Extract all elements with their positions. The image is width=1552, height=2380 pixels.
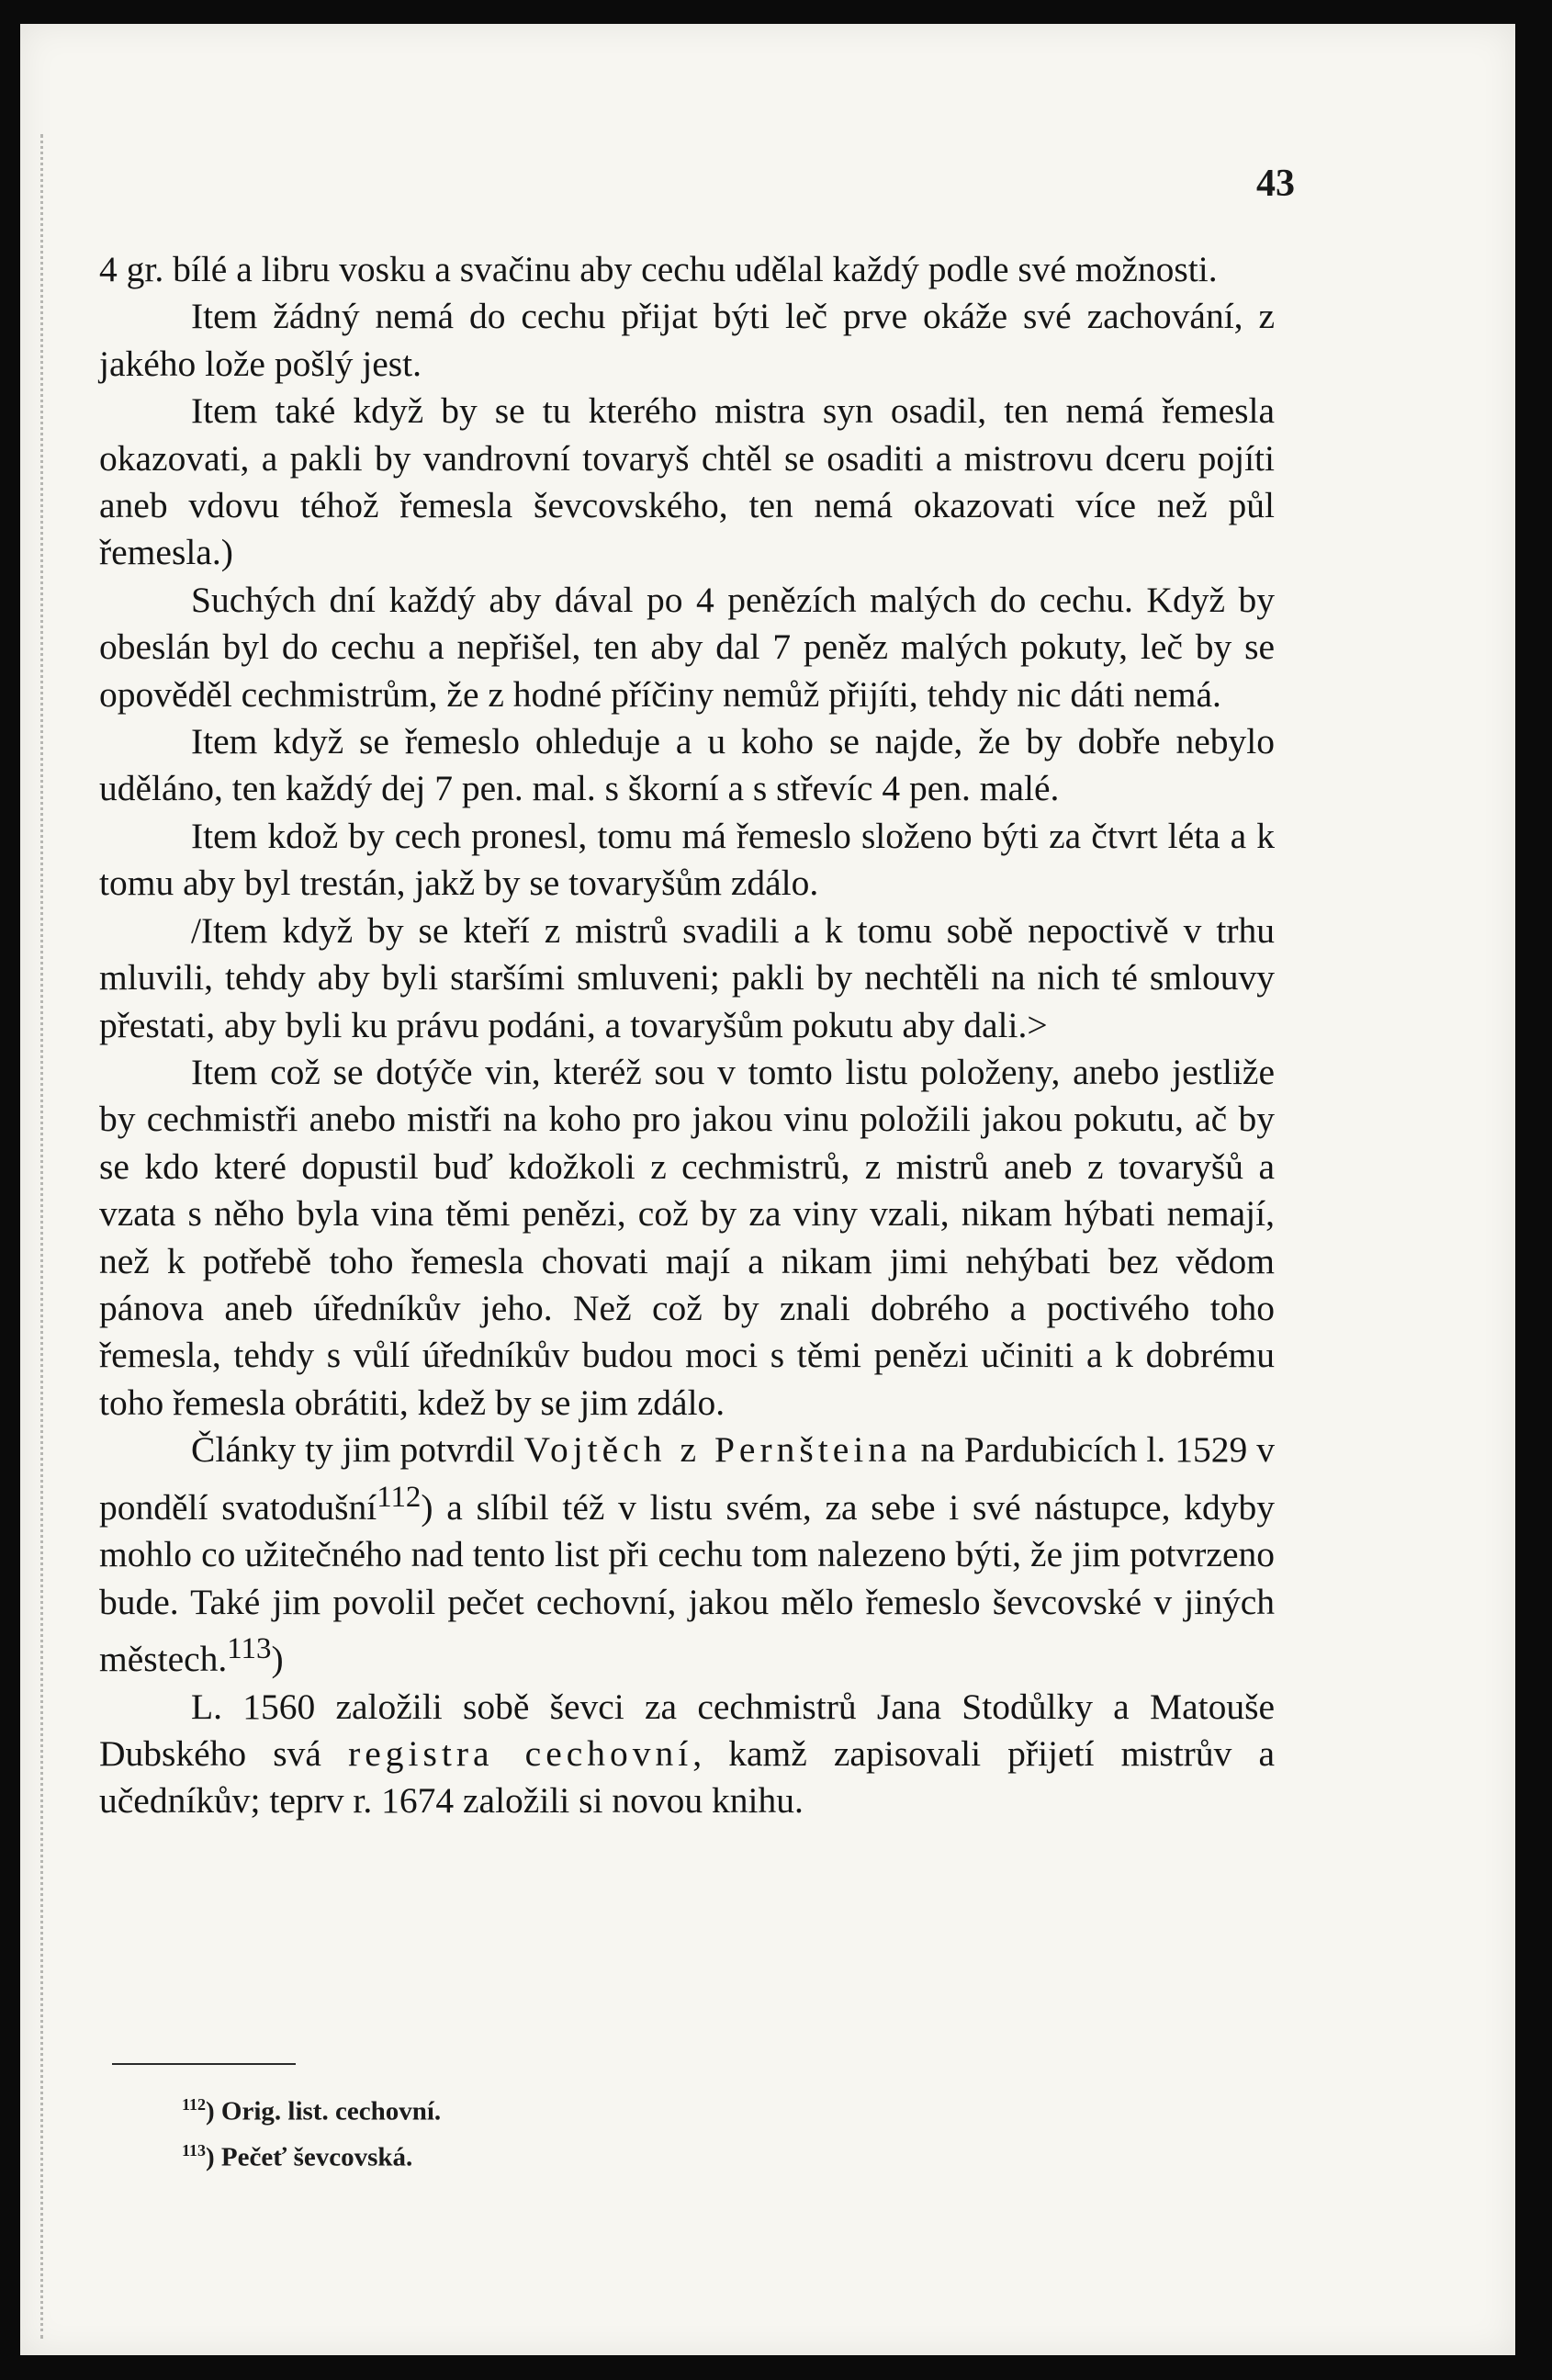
- paragraph-2: Item žádný nemá do cechu přijat býti leč prve okáže své zachování, z jakého lože pošlý jest.: [99, 296, 1275, 384]
- page-number: 43: [1256, 163, 1295, 205]
- paragraph-9-text-1: Články ty jim potvrdil: [191, 1429, 524, 1471]
- paragraph-9: [99, 1427, 1275, 1683]
- footnote-text: ) Pečeť ševcovská.: [206, 2142, 413, 2172]
- footnote-ref-112: 112: [377, 1480, 422, 1514]
- paragraph-9-text-4: ): [271, 1639, 284, 1680]
- page-edge-mark: [40, 134, 51, 2339]
- paragraph-10-text-2: , kamž zapisovali přijetí mistrův a učedníkův; teprv r. 1674 založili si novou knihu.: [99, 1732, 1275, 1822]
- paragraph-10-text-1: L. 1560 založili sobě ševci za cechmistrů Jana Stodůlky a Matouše Dubského svá: [99, 1686, 1275, 1774]
- footnotes: [182, 2085, 441, 2176]
- paragraph-8: Item což se dotýče vin, kteréž sou v tomto listu položeny, anebo jestliže by cechmistři anebo mistři na koho pro jakou vinu položili jakou pokutu, ač by se kdo které dopustil buď kdožkoli z cechmistrů, z mistrů aneb z tovaryšů a vzata s něho byla vina těmi penězi, což by za viny vzali, nikam hýbati nemají, než k potřebě toho řemesla chovati mají a nikam jimi nehýbati bez vědom pánova aneb úředníkův jeho. Než což by znali dobrého a poctivého toho řemesla, tehdy s vůlí úředníkův budou moci s těmi penězi učiniti a k dobrému toho řemesla obrátiti, kdež by se jim zdálo.: [99, 1051, 1275, 1423]
- footnote-mark: 112: [182, 2095, 207, 2114]
- paragraph-5: Item když se řemeslo ohleduje a u koho se najde, že by dobře nebylo uděláno, ten každý dej 7 pen. mal. s škorní a s střevíc 4 pen. malé.: [99, 721, 1275, 809]
- person-name: Vojtěch z Pernšteina: [523, 1429, 912, 1471]
- paragraph-9-text-2: na Pardubicích l. 1529 v pondělí svatodušní: [99, 1429, 1275, 1528]
- footnote-divider: [112, 2063, 296, 2065]
- paragraph-10: [99, 1684, 1275, 1825]
- footnote-ref-113: 113: [227, 1631, 272, 1665]
- footnote-112: [182, 2085, 441, 2131]
- footnote-mark: 113: [182, 2140, 207, 2160]
- paragraph-9-text-3: ) a slíbil též v listu svém, za sebe i své nástupce, kdyby mohlo co užitečného nad tento list při cechu tom nalezeno býti, že jim potvrzeno bude. Také jim povolil pečet cechovní, jakou mělo řemeslo ševcovské v jiných městech.: [99, 1486, 1275, 1680]
- paragraph-4: Suchých dní každý aby dával po 4 penězích malých do cechu. Když by obeslán byl do cechu a nepřišel, ten aby dal 7 peněz malých pokuty, leč by se opověděl cechmistrům, že z hodné příčiny nemůž přijíti, tehdy nic dáti nemá.: [99, 579, 1275, 715]
- footnote-113: [182, 2131, 441, 2177]
- book-page: [20, 24, 1515, 2355]
- paragraph-1: 4 gr. bílé a libru vosku a svačinu aby cechu udělal každý podle své možnosti.: [99, 249, 1218, 289]
- emphasized-term: registra cechovní: [348, 1732, 693, 1774]
- footnote-text: ) Orig. list. cechovní.: [206, 2096, 442, 2126]
- body-text: [99, 246, 1275, 1825]
- paragraph-3: Item také když by se tu kterého mistra syn osadil, ten nemá řemesla okazovati, a pakli by vandrovní tovaryš chtěl se osaditi a mistrovu dceru pojíti aneb vdovu téhož řemesla ševcovského, ten nemá okazovati více než půl řemesla.): [99, 390, 1275, 573]
- paragraph-7: /Item když by se kteří z mistrů svadili a k tomu sobě nepoctivě v trhu mluvili, tehdy aby byli staršími smluveni; pakli by nechtěli na nich té smlouvy přestati, aby byli ku právu podáni, a tovaryšům pokutu aby dali.>: [99, 909, 1275, 1045]
- paragraph-6: Item kdož by cech pronesl, tomu má řemeslo složeno býti za čtvrt léta a k tomu aby byl trestán, jakž by se tovaryšům zdálo.: [99, 815, 1275, 904]
